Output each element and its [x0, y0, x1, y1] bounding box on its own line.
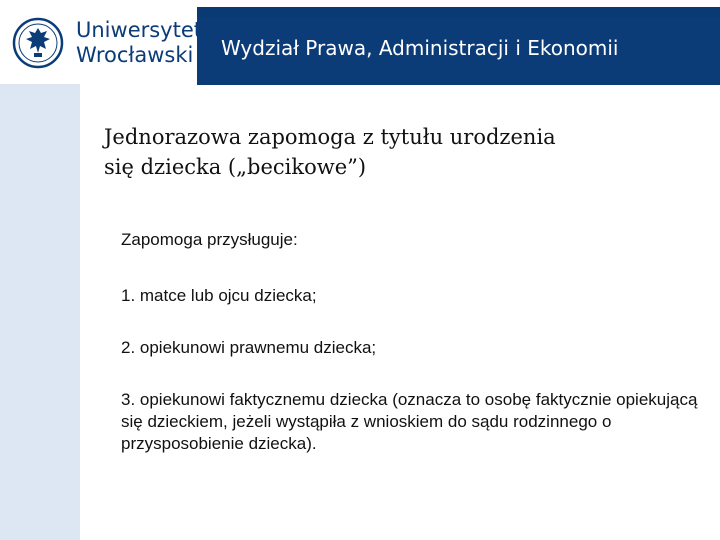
logo-wordmark — [76, 18, 202, 68]
slide-content — [121, 229, 701, 485]
slide-title-line-2: się dziecka („becikowe”) — [104, 155, 367, 179]
intro-text: Zapomoga przysługuje: — [121, 230, 298, 249]
logo-line-2: Wrocławski — [76, 43, 194, 67]
university-eagle-seal-icon — [12, 17, 64, 69]
logo-line-1: Uniwersytet — [76, 18, 202, 42]
list-item-3: 3. opiekunowi faktycznemu dziecka (oznacza to osobę faktycznie opiekującą się dzieckiem, jeżeli wystąpiła z wnioskiem do sądu rodzinnego o przysposobienie dziecka). — [121, 390, 698, 453]
slide-title — [104, 122, 684, 182]
university-logo — [10, 16, 202, 70]
header-top-stripe — [197, 7, 720, 17]
left-decorative-bar — [0, 84, 80, 540]
header-banner — [197, 17, 720, 85]
list-item-2: 2. opiekunowi prawnemu dziecka; — [121, 338, 377, 357]
header-title: Wydział Prawa, Administracji i Ekonomii — [221, 36, 619, 60]
list-item-1: 1. matce lub ojcu dziecka; — [121, 286, 317, 305]
slide-title-line-1: Jednorazowa zapomoga z tytułu urodzenia — [104, 125, 556, 149]
